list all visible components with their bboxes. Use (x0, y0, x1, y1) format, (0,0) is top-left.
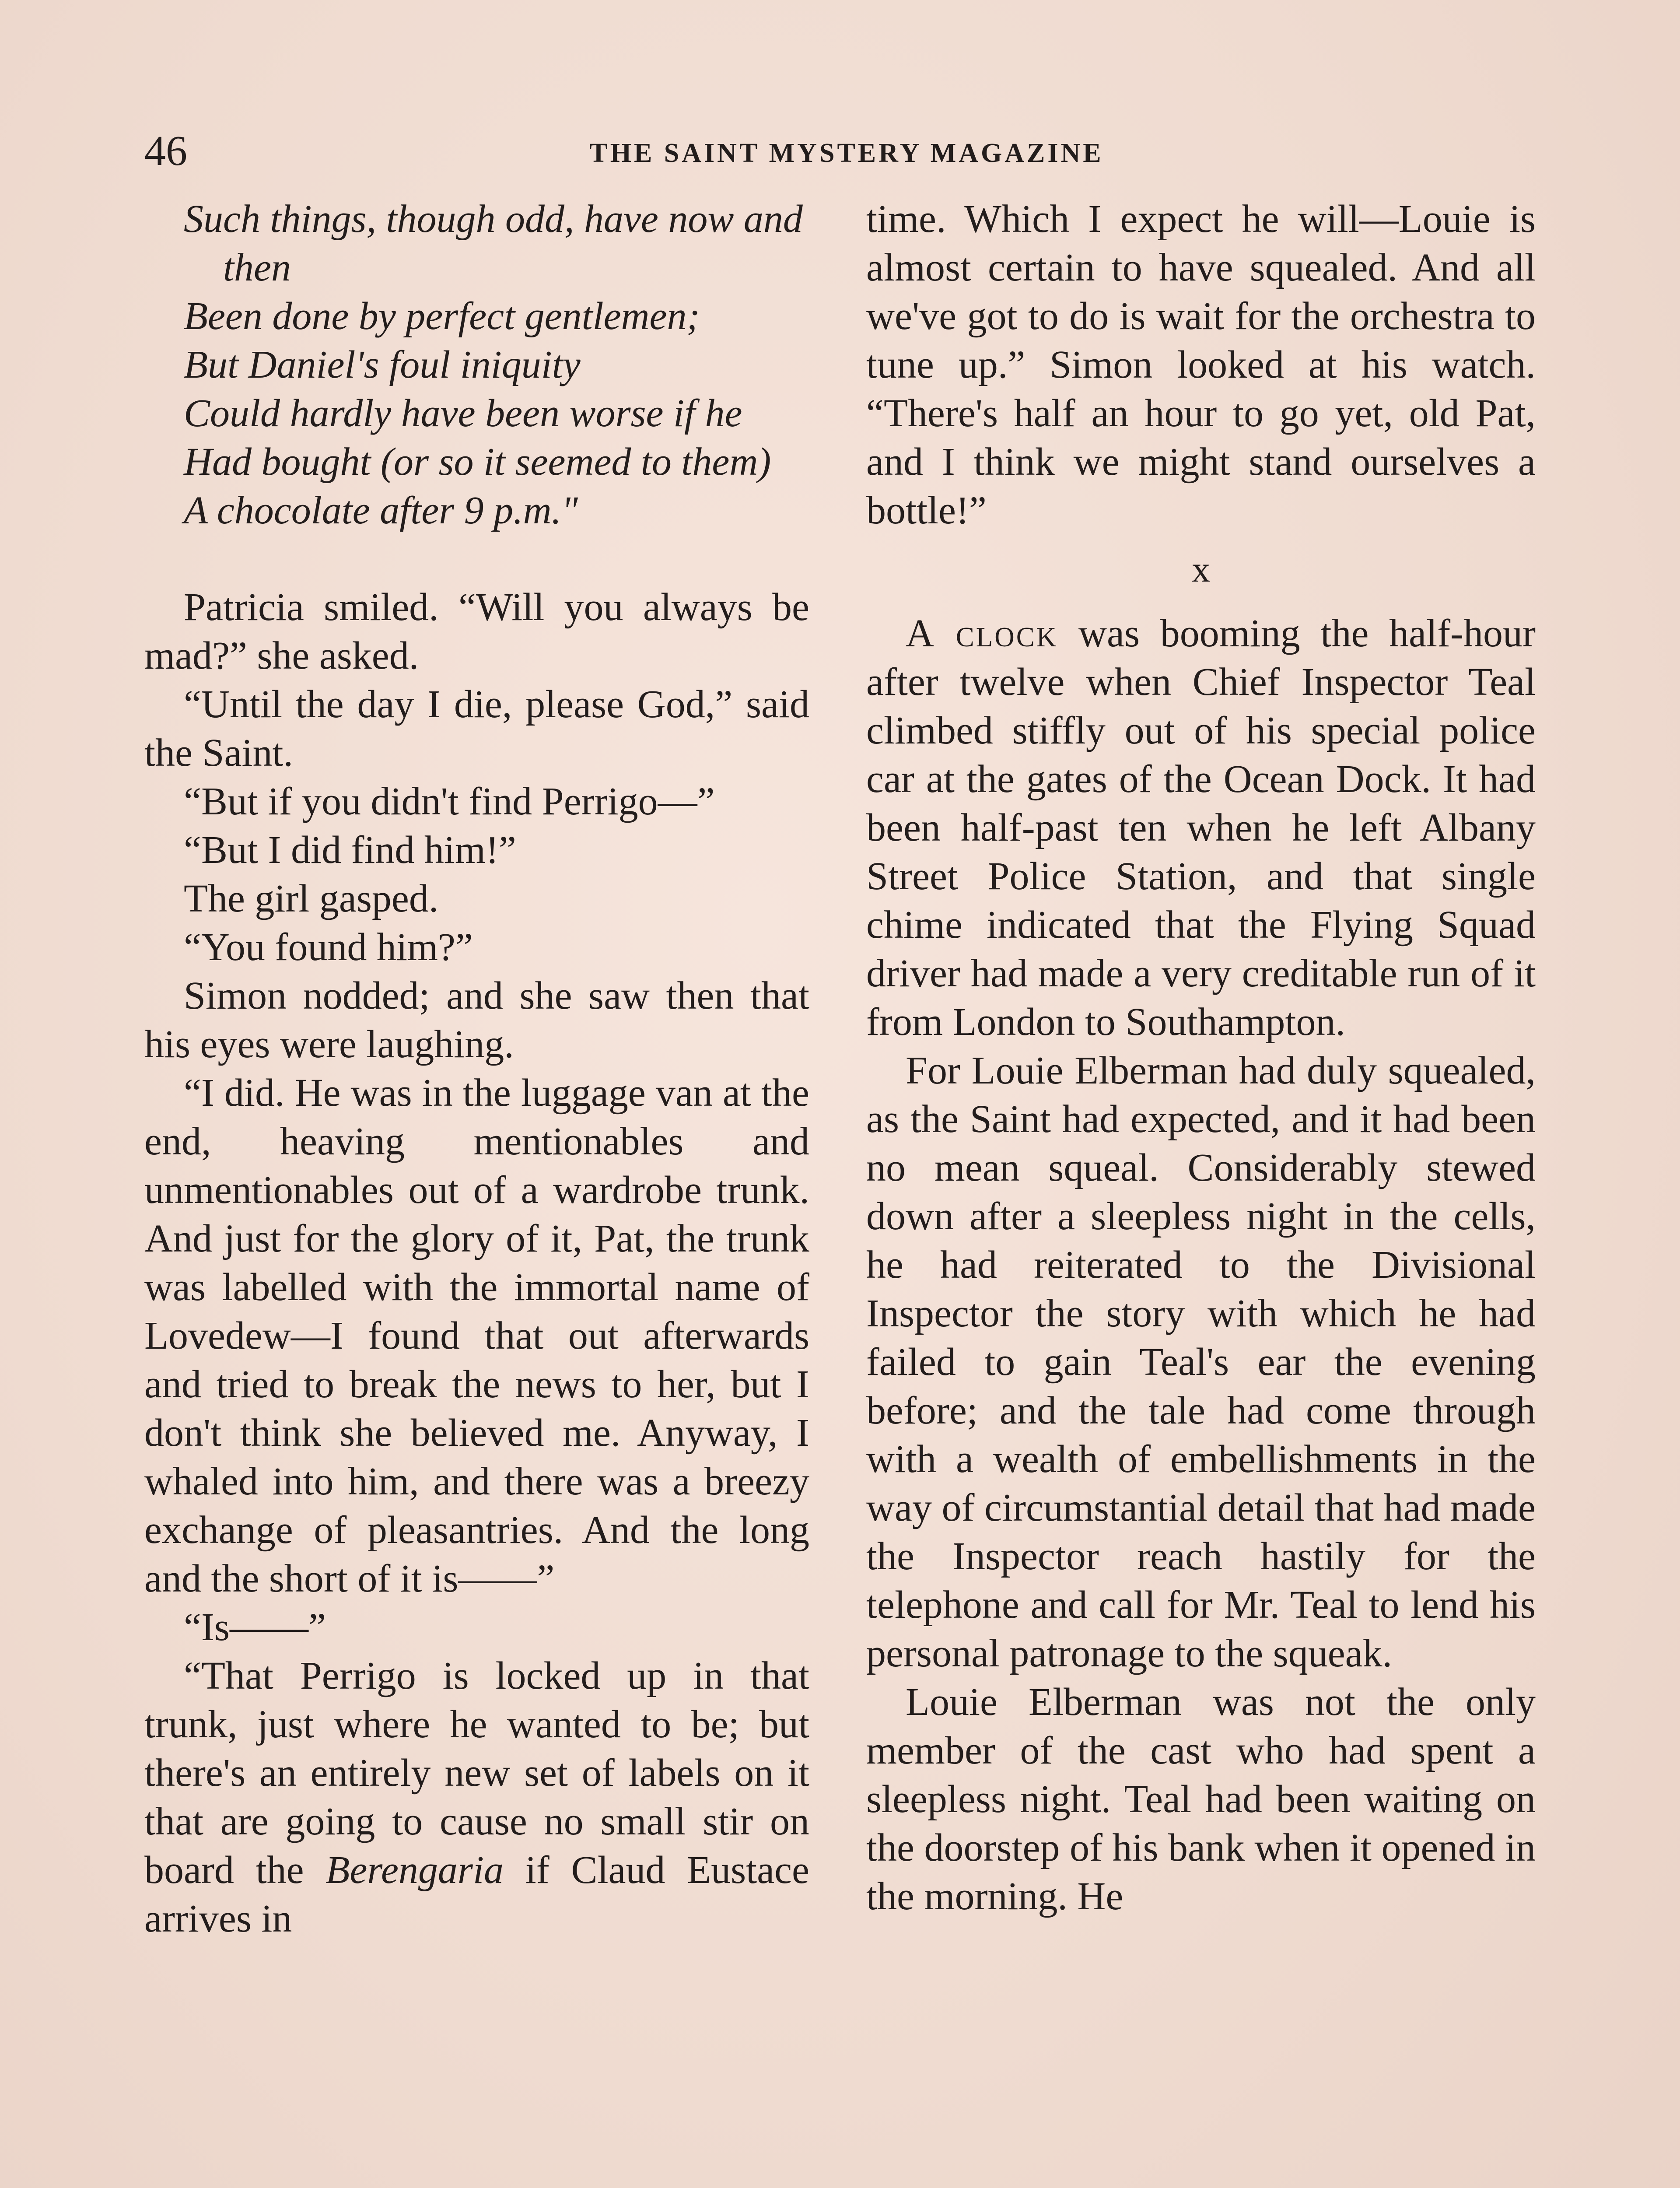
paragraph: “Is——” (184, 1606, 326, 1649)
left-column (144, 195, 809, 2181)
paragraph-tail: if Claud Eustace arrives in (144, 1848, 809, 1940)
verse-gap (144, 535, 809, 583)
verse-line: A chocolate after 9 p.m." (184, 489, 578, 532)
verse-block (144, 195, 809, 535)
paragraph: “I did. He was in the luggage van at the end, heaving mentionables and unmentionables out of a wardrobe trunk. And just for the glory of it, Pat, the trunk was labelled with the immortal name of Lovedew—I found that out afterwards and tried to break the news to her, but I don't think she believed me. Anyway, I whaled into him, and there was a breezy exchange of pleasantries. And the long and the short of it is——” (144, 1071, 809, 1600)
ship-name: Berengaria (326, 1848, 504, 1892)
verse-line: Had bought (or so it seemed to them) (184, 440, 771, 484)
paragraph: Louie Elberman was not the only member of the cast who had spent a sleepless night. Teal had been waiting on the doorstep of his bank when it opened in the morning. He (866, 1680, 1536, 1918)
running-title: THE SAINT MYSTERY MAGAZINE (589, 138, 1104, 168)
section-mark: x (1192, 549, 1210, 590)
continued-paragraph: time. Which I expect he will—Louie is almost certain to have squealed. And all we've got to do is wait for the orchestra to tune up.” Simon looked at his watch. “There's half an hour to go yet, old Pat, and I think we might stand ourselves a bottle!” (866, 197, 1536, 532)
paragraph: “But I did find him!” (184, 828, 516, 872)
paragraph: Simon nodded; and she saw then that his eyes were laughing. (144, 974, 809, 1066)
paragraph: “But if you didn't find Perrigo—” (184, 780, 715, 823)
paragraph: Patricia smiled. “Will you always be mad?” she asked. (144, 586, 809, 677)
section-opening-paragraph (866, 609, 1536, 1046)
verse-line: Could hardly have been worse if he (184, 392, 742, 435)
paragraph-text: “That Perrigo is locked up in that trunk, just where he wanted to be; but there's an entirely new set of labels on it that are going to cause no small stir on board the (144, 1654, 809, 1892)
paragraph-text: was booming the half-hour after twelve when Chief Inspector Teal climbed stiffly out of his special police car at the gates of the Ocean Dock. It had been half-past ten when he left Albany Street Police Station, and that single chime indicated that the Flying Squad driver had made a very creditable run of it from London to Southampton. (866, 612, 1536, 1044)
paragraph: The girl gasped. (184, 877, 439, 920)
right-column (866, 195, 1536, 2181)
section-lead-word: A clock (906, 612, 1058, 655)
paragraph-with-ship-name (144, 1652, 809, 1943)
paragraph: “Until the day I die, please God,” said the Saint. (144, 683, 809, 775)
page-number: 46 (144, 127, 187, 175)
paragraph: For Louie Elberman had duly squealed, as the Saint had expected, and it had been no mean squeal. Considerably stewed down after a sleepless night in the cells, he had reiterated to the Divisional Inspector the story with which he had failed to gain Teal's ear the evening before; and the tale had come through with a wealth of embellishments in the way of circumstantial detail that had made the Inspector reach hastily for the telephone and call for Mr. Teal to lend his personal patronage to the squeak. (866, 1049, 1536, 1675)
page-header (144, 127, 1549, 175)
paragraph: “You found him?” (184, 926, 473, 969)
verse-line: Been done by perfect gentlemen; (184, 295, 700, 338)
verse-line: But Daniel's foul iniquity (184, 343, 581, 386)
verse-line: Such things, though odd, have now and then (184, 197, 803, 289)
